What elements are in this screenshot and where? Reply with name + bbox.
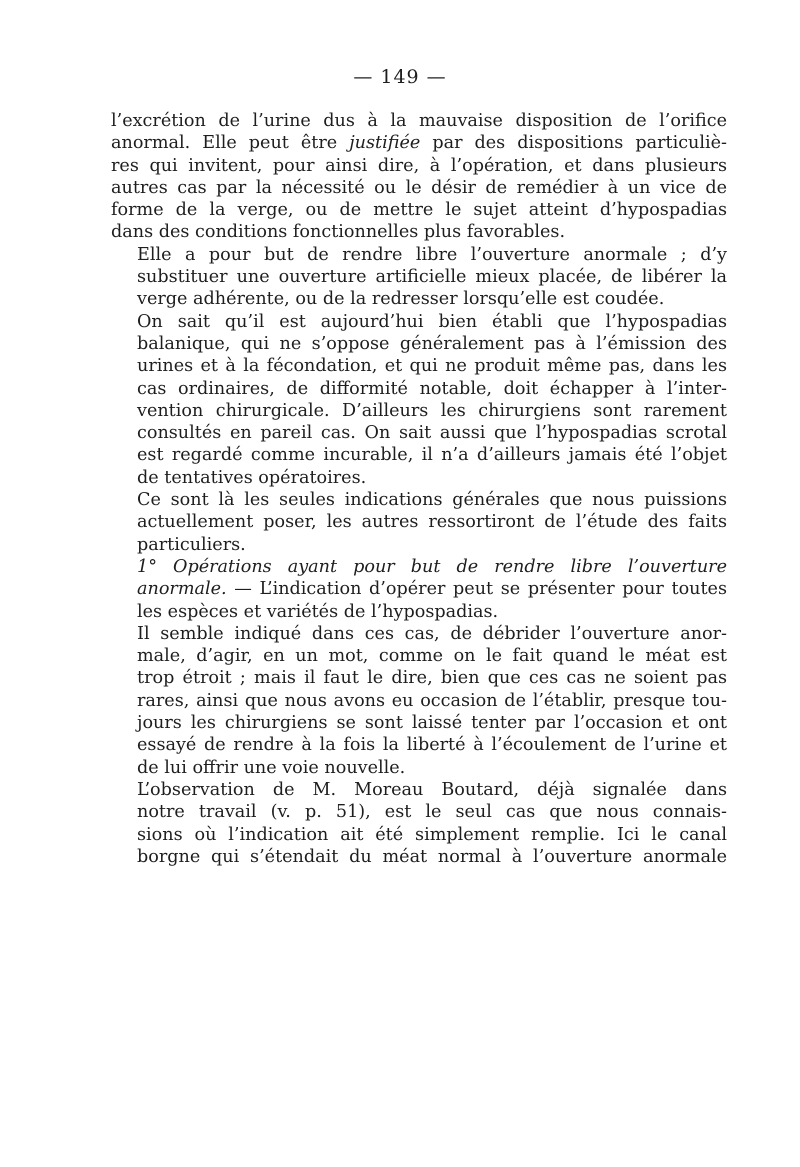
- paragraph: [111, 779, 727, 868]
- emphasis-justifiee: justifiée: [349, 133, 421, 154]
- text-line: autres cas par la nécessité ou le désir de remédier à un vice de: [111, 177, 727, 198]
- text-line: l’excrétion de l’urine dus à la mauvaise disposition de l’orifice: [111, 111, 727, 131]
- text-line: jours les chirurgiens se sont laissé tenter par l’occasion et ont: [137, 713, 727, 734]
- text-line: res qui invitent, pour ainsi dire, à l’opération, et dans plusieurs: [111, 155, 727, 176]
- text-line: substituer une ouverture artificielle mieux placée, de libérer la: [137, 267, 727, 288]
- paragraph: [111, 556, 727, 623]
- text-line: les espèces et variétés de l’hypospadias.: [137, 601, 499, 622]
- text-line: Il semble indiqué dans ces cas, de débrider l’ouverture anor-: [137, 623, 727, 644]
- paragraph: [111, 489, 727, 556]
- paragraph: [111, 623, 727, 779]
- text-line: urines et à la fécondation, et qui ne produit même pas, dans les: [137, 356, 727, 377]
- text-line: sions où l’indication ait été simplement remplie. Ici le canal: [137, 824, 727, 845]
- text-line-justifiee: [111, 132, 727, 154]
- text-line: cas ordinaires, de difformité notable, doit échapper à l’inter-: [137, 378, 727, 399]
- text-line: dans des conditions fonctionnelles plus favorables.: [111, 222, 566, 243]
- body-text: [111, 110, 727, 868]
- paragraph: [111, 110, 727, 244]
- paragraph: [111, 311, 727, 489]
- text-line: de tentatives opératoires.: [137, 467, 367, 488]
- text-line: forme de la verge, ou de mettre le sujet atteint d’hypospadias: [111, 200, 727, 221]
- text-line: essayé de rendre à la fois la liberté à l’écoulement de l’urine et: [137, 735, 727, 756]
- text-line: vention chirurgicale. D’ailleurs les chirurgiens sont rarement: [137, 400, 727, 421]
- text-fragment: — L’indication d’opérer peut se présenter pour toutes: [226, 579, 727, 600]
- text-line: Elle a pour but de rendre libre l’ouverture anormale ; d’y: [137, 244, 727, 265]
- text-line: particuliers.: [137, 534, 246, 555]
- text-line: rares, ainsi que nous avons eu occasion de l’établir, presque tou-: [137, 690, 727, 711]
- text-fragment: anormal. Elle peut être: [111, 133, 350, 154]
- page-number: — 149 —: [353, 66, 447, 88]
- text-line: est regardé comme incurable, il n’a d’ailleurs jamais été l’objet: [137, 445, 727, 466]
- text-line: balanique, qui ne s’oppose généralement pas à l’émission des: [137, 333, 727, 354]
- text-line: de lui offrir une voie nouvelle.: [137, 757, 406, 778]
- text-line: Ce sont là les seules indications générales que nous puissions: [137, 490, 727, 511]
- section-heading-cont: anormale.: [137, 579, 227, 600]
- paragraph: [111, 244, 727, 311]
- text-line: verge adhérente, ou de la redresser lorsqu’elle est coudée.: [137, 289, 665, 310]
- text-line: actuellement poser, les autres ressortiront de l’étude des faits: [137, 512, 727, 533]
- text-line: trop étroit ; mais il faut le dire, bien que ces cas ne soient pas: [137, 668, 727, 689]
- section-heading: 1° Opérations ayant pour but de rendre libre l’ouverture: [137, 556, 727, 577]
- text-line: notre travail (v. p. 51), est le seul cas que nous connais-: [137, 802, 727, 823]
- text-fragment: par des dispositions particuliè-: [420, 133, 727, 154]
- text-line: consultés en pareil cas. On sait aussi que l’hypospadias scrotal: [137, 423, 727, 444]
- text-line: L’observation de M. Moreau Boutard, déjà signalée dans: [137, 779, 727, 800]
- text-line: On sait qu’il est aujourd’hui bien établi que l’hypospadias: [137, 311, 727, 332]
- text-line: [111, 578, 727, 600]
- text-line: male, d’agir, en un mot, comme on le fait quand le méat est: [137, 646, 727, 667]
- text-line: borgne qui s’étendait du méat normal à l’ouverture anormale: [137, 846, 727, 867]
